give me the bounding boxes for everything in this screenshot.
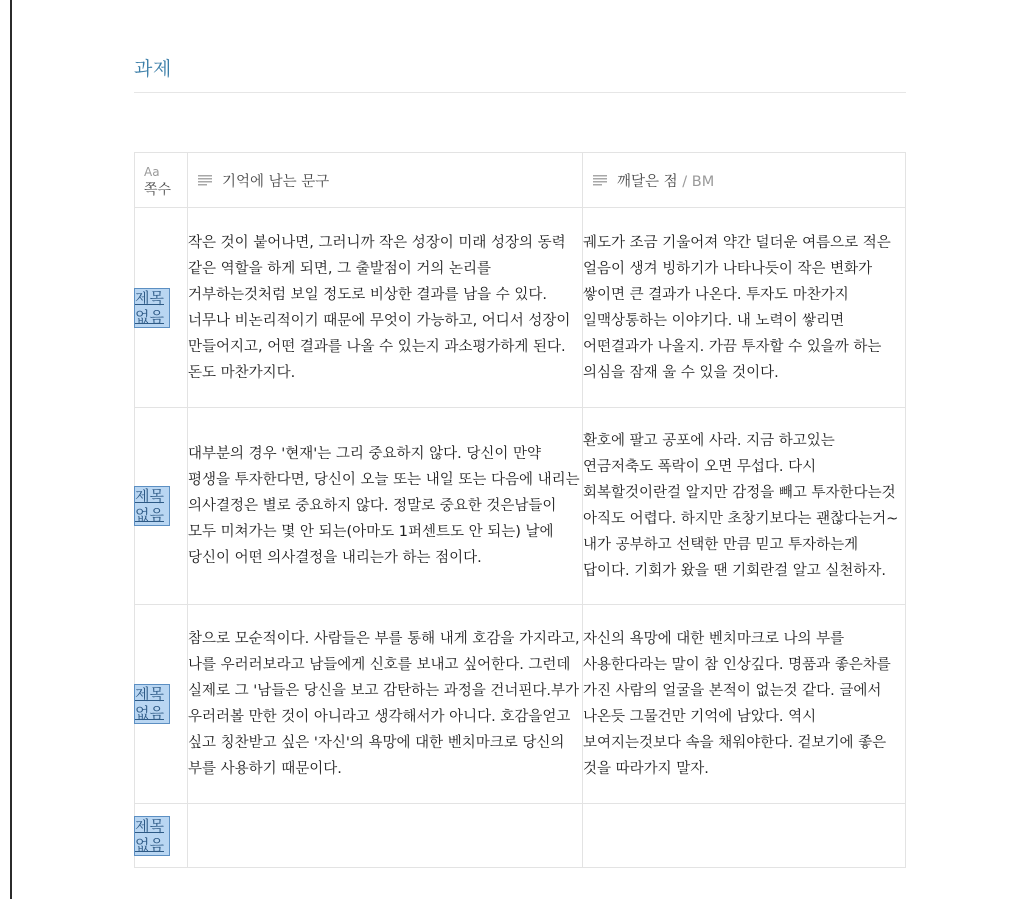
table-row xyxy=(135,605,906,804)
phrase-cell[interactable] xyxy=(188,804,583,868)
page-cell[interactable] xyxy=(135,804,188,868)
insight-label-suffix: / BM xyxy=(677,173,715,190)
phrase-cell[interactable]: 작은 것이 붙어나면, 그러니까 작은 성장이 미래 성장의 동력 같은 역할을 하게 되면, 그 출발점이 거의 논리를 거부하는것처럼 보일 정도로 비상한 결과를 남을 수 있다. 너무나 비논리적이기 때문에 무엇이 가능하고, 어디서 성장이 만들어지고, 어떤 결과를 나올 수 있는지 과소평가하게 된다. 돈도 마찬가지다. xyxy=(188,208,583,408)
table-row xyxy=(135,804,906,868)
insight-cell[interactable]: 자신의 욕망에 대한 벤치마크로 나의 부를 사용한다라는 말이 참 인상깊다. 명품과 좋은차를 가진 사람의 얼굴을 본적이 없는것 같다. 글에서 나온듯 그물건만 기억에 남았다. 역시 보여지는것보다 속을 채워야한다. 겉보기에 좋은 것을 따라가지 말자. xyxy=(583,605,906,804)
column-header-phrase[interactable] xyxy=(188,153,583,208)
column-header-page-label: 쪽수 xyxy=(144,182,172,198)
column-header-page[interactable] xyxy=(135,153,188,208)
page-cell[interactable] xyxy=(135,605,188,804)
table-row xyxy=(135,208,906,408)
database-table xyxy=(134,152,906,868)
column-header-phrase-label: 기억에 남는 문구 xyxy=(222,173,330,190)
text-lines-icon xyxy=(198,175,212,186)
text-lines-icon xyxy=(593,175,607,186)
phrase-cell[interactable]: 대부분의 경우 '현재'는 그리 중요하지 않다. 당신이 만약 평생을 투자한다면, 당신이 오늘 또는 내일 또는 다음에 내리는 의사결정은 별로 중요하지 않다. 정말로 중요한 것은남들이 모두 미쳐가는 몇 안 되는(아마도 1퍼센트도 안 되는) 날에 당신이 어떤 의사결정을 내리는가 하는 점이다. xyxy=(188,408,583,605)
untitled-page-link[interactable]: 제목 없음 xyxy=(135,817,169,855)
untitled-page-link[interactable]: 제목 없음 xyxy=(135,289,169,327)
window-left-border xyxy=(10,0,12,899)
insight-label-main: 깨달은 점 xyxy=(617,173,678,190)
table-header-row xyxy=(135,153,906,208)
page-title: 과제 xyxy=(134,58,172,80)
table-row xyxy=(135,408,906,605)
insight-cell[interactable] xyxy=(583,804,906,868)
insight-cell[interactable]: 환호에 팔고 공포에 사라. 지금 하고있는 연금저축도 폭락이 오면 무섭다. 다시 회복할것이란걸 알지만 감정을 빼고 투자한다는것 아직도 어렵다. 하지만 초창기보다는 괜찮다는거~ 내가 공부하고 선택한 만큼 믿고 투자하는게 답이다. 기회가 왔을 땐 기회란걸 알고 실천하자. xyxy=(583,408,906,605)
phrase-cell[interactable]: 참으로 모순적이다. 사람들은 부를 통해 내게 호감을 가지라고, 나를 우러러보라고 남들에게 신호를 보내고 싶어한다. 그런데 실제로 그 '남들은 당신을 보고 감탄하는 과정을 건너핀다.부가 우러러볼 만한 것이 아니라고 생각해서가 아니다. 호감을얻고 싶고 칭찬받고 싶은 '자신'의 욕망에 대한 벤치마크로 당신의 부를 사용하기 때문이다. xyxy=(188,605,583,804)
untitled-page-link[interactable]: 제목 없음 xyxy=(135,685,169,723)
insight-cell[interactable]: 궤도가 조금 기울어져 약간 덜더운 여름으로 적은 얼음이 생겨 빙하기가 나타나듯이 작은 변화가 쌓이면 큰 결과가 나온다. 투자도 마찬가지 일맥상통하는 이야기다. 내 노력이 쌓리면 어떤결과가 나올지. 가끔 투자할 수 있을까 하는 의심을 잠재 울 수 있을 것이다. xyxy=(583,208,906,408)
column-header-insight[interactable] xyxy=(583,153,906,208)
page-cell[interactable] xyxy=(135,208,188,408)
untitled-page-link[interactable]: 제목 없음 xyxy=(135,487,169,525)
title-property-icon: Aa xyxy=(144,165,160,179)
title-divider xyxy=(134,92,906,93)
page-cell[interactable] xyxy=(135,408,188,605)
column-header-insight-label xyxy=(617,170,714,191)
